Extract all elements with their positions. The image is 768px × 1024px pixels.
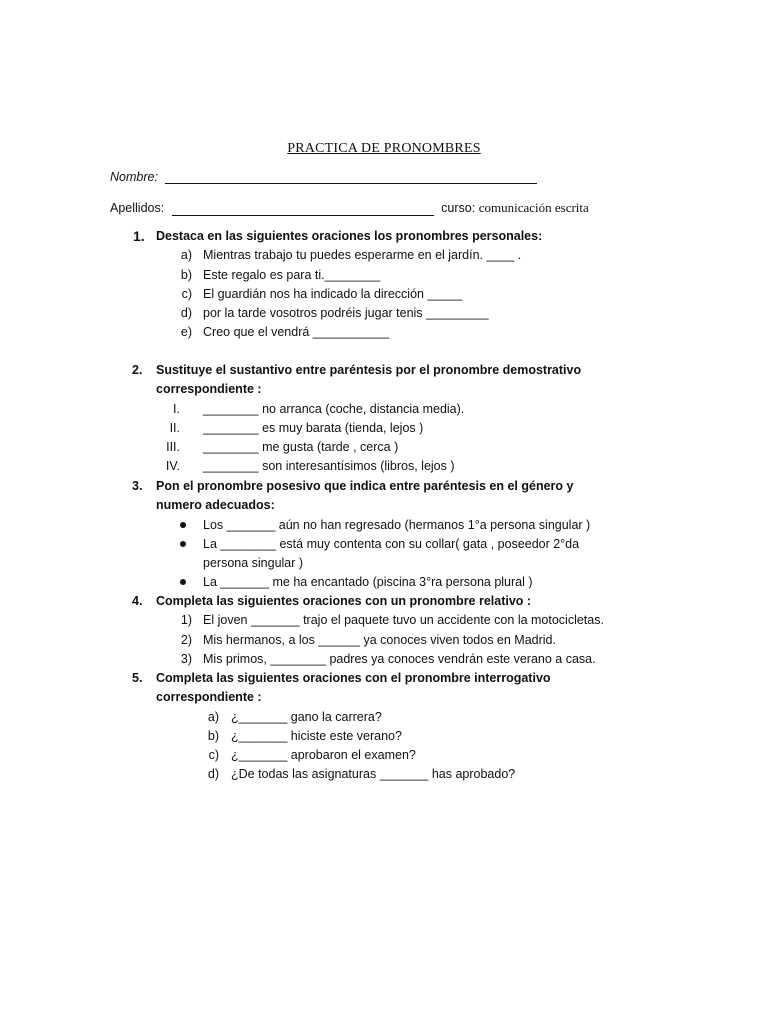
exercise-item [0,419,768,438]
item-text: Creo que el vendrá ___________ [203,325,390,340]
item-marker: a) [180,248,192,263]
item-marker: 1) [180,613,192,628]
exercise-item [0,650,768,669]
item-text: persona singular ) [203,556,304,571]
exercise-item [0,611,768,630]
exercise-heading: Destaca en las siguientes oraciones los pronombres personales: [156,229,543,243]
exercise-number: 1. [133,228,145,244]
exercise-section-1 [0,227,768,343]
surname-label: Apellidos: [110,201,165,215]
item-text: ________ no arranca (coche, distancia media). [203,401,465,416]
exercise-heading: correspondiente : [156,382,262,397]
exercise-heading: Completa las siguientes oraciones con el pronombre interrogativo [156,671,551,685]
bullet-icon [180,579,186,585]
exercise-number: 2. [132,363,143,377]
exercise-heading: Completa las siguientes oraciones con un pronombre relativo : [156,594,532,608]
item-text: ¿De todas las asignaturas _______ has aprobado? [231,767,516,782]
exercise-section-4 [0,592,768,669]
item-marker: e) [180,325,192,340]
surname-blank-line [172,203,434,216]
bullet-icon [180,541,186,547]
item-marker: d) [180,306,192,321]
exercise-number: 3. [132,479,143,493]
item-text: Mis hermanos, a los ______ ya conoces viven todos en Madrid. [203,632,556,647]
exercise-item [0,573,768,592]
exercise-item [0,631,768,650]
item-text: por la tarde vosotros podréis jugar tenis _________ [203,306,489,321]
exercise-item [0,438,768,457]
item-marker: d) [207,767,219,782]
exercise-item [0,266,768,285]
item-marker: b) [207,728,219,743]
exercise-item [0,535,768,554]
bullet-icon [180,522,186,528]
exercise-heading-row [0,669,768,688]
item-text: Mis primos, ________ padres ya conoces vendrán este verano a casa. [203,651,596,666]
exercise-item [0,304,768,323]
item-marker: 3) [180,651,192,666]
exercise-heading-row [0,361,768,380]
item-text: ¿_______ hiciste este verano? [231,728,402,743]
exercise-item [0,323,768,342]
exercise-heading-row [0,227,768,246]
exercise-section-5 [0,669,768,785]
exercise-item [0,554,768,573]
name-blank-line [165,171,537,184]
surname-field-row [110,200,589,216]
item-text: Mientras trabajo tu puedes esperarme en el jardín. ____ . [203,248,522,263]
item-text: Este regalo es para ti.________ [203,267,381,282]
item-text: La _______ me ha encantado (piscina 3°ra persona plural ) [203,575,533,590]
course-value: comunicación escrita [478,200,589,215]
exercise-heading-row [0,496,768,515]
exercise-heading: Sustituye el sustantivo entre paréntesis por el pronombre demostrativo [156,363,582,377]
exercise-item [0,746,768,765]
item-text: La ________ está muy contenta con su collar( gata , poseedor 2°da [203,536,580,551]
exercise-number: 5. [132,671,143,685]
item-text: El guardián nos ha indicado la dirección _____ [203,286,463,301]
item-marker: II. [169,420,180,435]
exercise-item [0,516,768,535]
exercise-number: 4. [132,594,143,608]
exercise-item [0,400,768,419]
item-text: El joven _______ trajo el paquete tuvo un accidente con la motocicletas. [203,613,604,628]
exercise-heading-row [0,592,768,611]
item-marker: I. [173,401,180,416]
item-marker: 2) [180,632,192,647]
exercise-heading: numero adecuados: [156,498,275,513]
item-text: ________ es muy barata (tienda, lejos ) [203,420,424,435]
exercise-item [0,285,768,304]
exercise-item [0,727,768,746]
item-text: ¿_______ aprobaron el examen? [231,748,416,763]
name-label: Nombre: [110,170,158,184]
exercise-section-3 [0,477,768,593]
exercise-heading: correspondiente : [156,690,262,705]
item-marker: a) [207,709,219,724]
item-text: Los _______ aún no han regresado (hermanos 1°a persona singular ) [203,517,591,532]
exercise-item [0,765,768,784]
exercise-item [0,708,768,727]
course-label: curso: [441,201,476,215]
item-marker: III. [166,440,180,455]
exercise-heading-row [0,477,768,496]
item-marker: c) [181,286,192,301]
exercise-item [0,457,768,476]
exercise-heading: Pon el pronombre posesivo que indica entre paréntesis en el género y [156,479,574,493]
item-marker: b) [180,267,192,282]
exercise-heading-row [0,688,768,707]
item-marker: IV. [165,459,180,474]
exercise-heading-row [0,380,768,399]
page-title: PRACTICA DE PRONOMBRES [287,141,481,156]
item-text: ¿_______ gano la carrera? [231,709,382,724]
item-text: ________ me gusta (tarde , cerca ) [203,440,399,455]
exercise-section-2 [0,361,768,477]
exercise-item [0,246,768,265]
item-marker: c) [208,748,219,763]
name-field-row [110,170,537,184]
item-text: ________ son interesantísimos (libros, lejos ) [203,459,455,474]
